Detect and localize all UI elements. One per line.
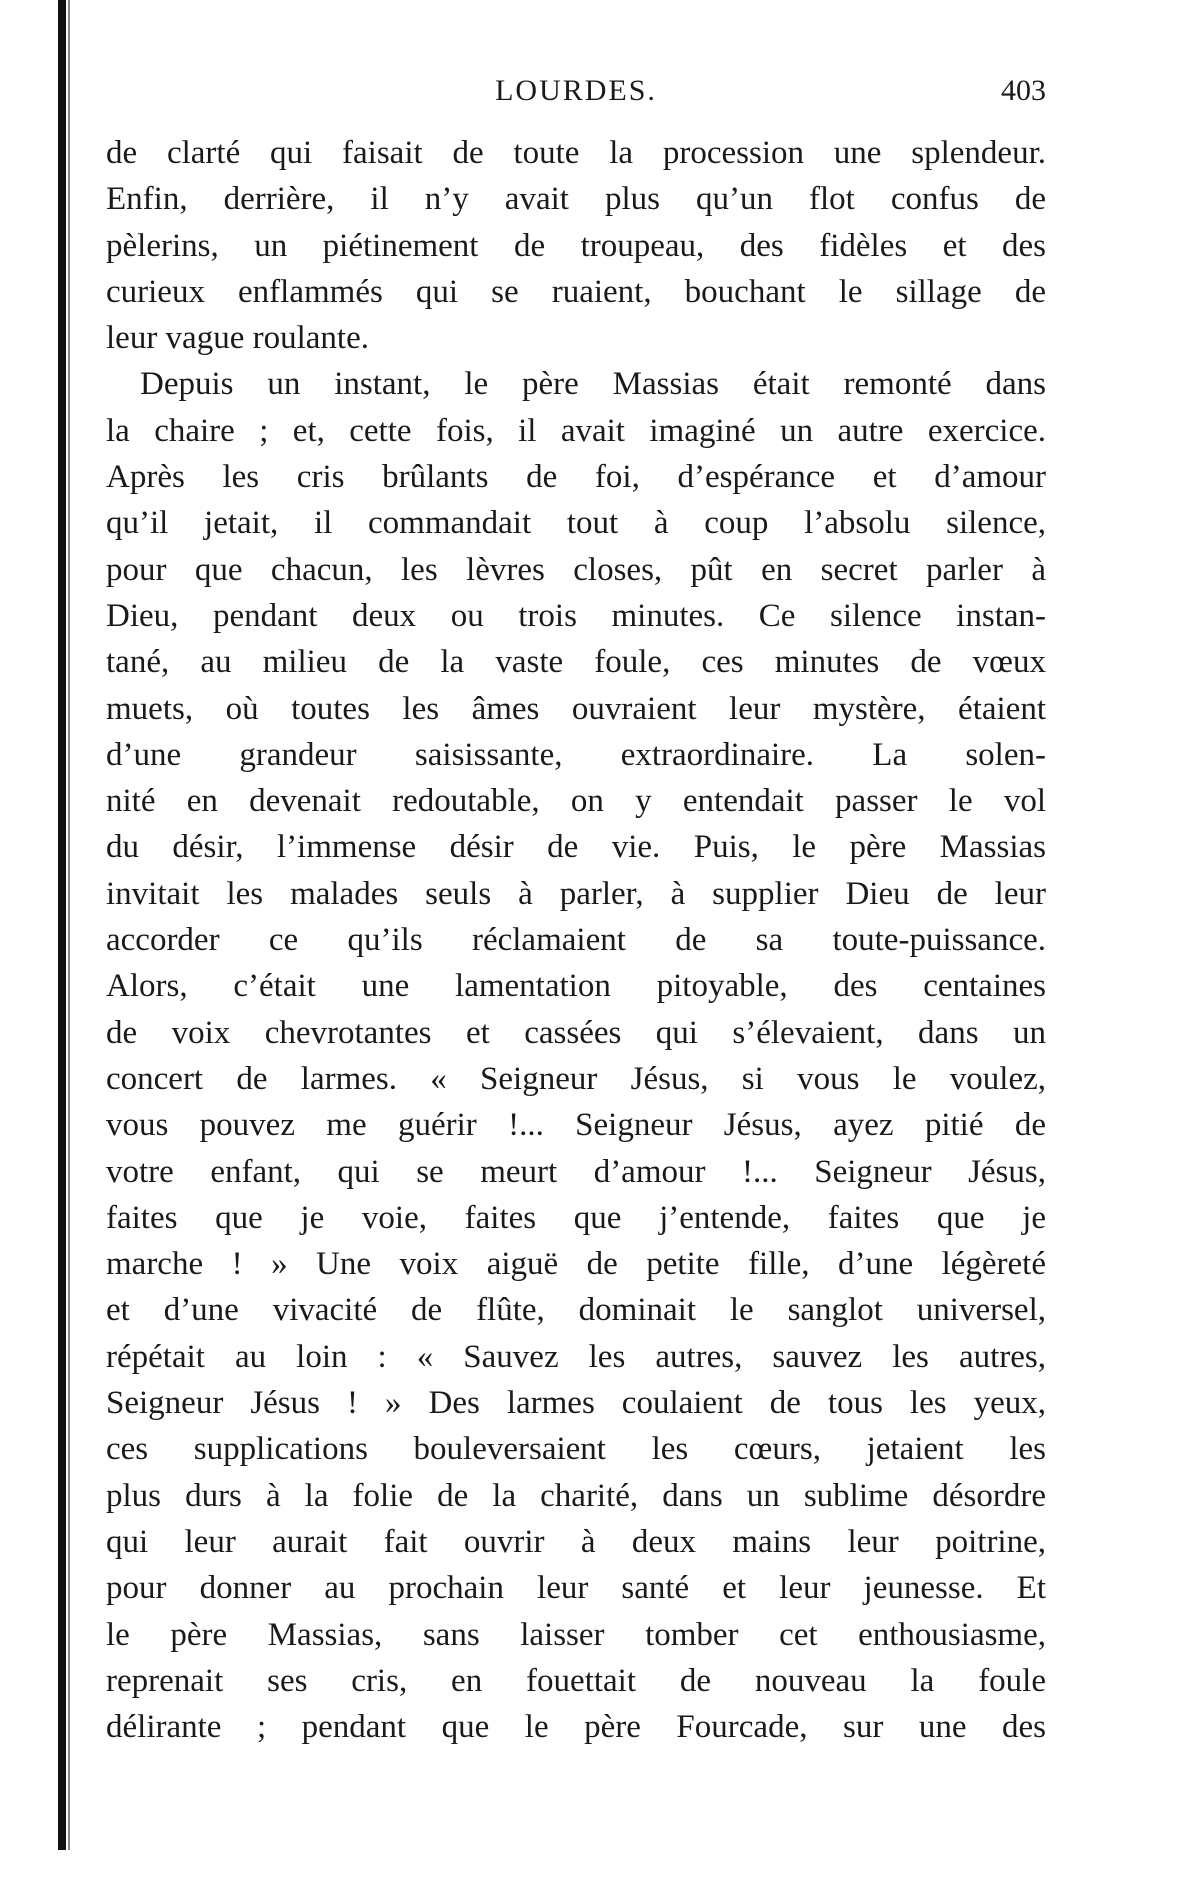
page-binding-edge [58, 0, 66, 1850]
text-line: concert de larmes. « Seigneur Jésus, si vous le voulez, [106, 1060, 1046, 1097]
text-line: Après les cris brûlants de foi, d’espérance et d’amour [106, 459, 1046, 496]
text-line: du désir, l’immense désir de vie. Puis, le père Massias [106, 829, 1046, 866]
text-line: pèlerins, un piétinement de troupeau, des fidèles et des [106, 227, 1046, 264]
text-line: vous pouvez me guérir !... Seigneur Jésus, ayez pitié de [106, 1107, 1046, 1144]
text-line: ces supplications bouleversaient les cœurs, jetaient les [106, 1431, 1046, 1468]
text-line: d’une grandeur saisissante, extraordinaire. La solen- [106, 736, 1046, 773]
text-line: Enfin, derrière, il n’y avait plus qu’un flot confus de [106, 181, 1046, 218]
body-text [106, 130, 1046, 1750]
text-line: répétait au loin : « Sauvez les autres, sauvez les autres, [106, 1338, 1046, 1375]
text-line: curieux enflammés qui se ruaient, bouchant le sillage de [106, 273, 1046, 310]
text-line: invitait les malades seuls à parler, à supplier Dieu de leur [106, 875, 1046, 912]
text-line: Dieu, pendant deux ou trois minutes. Ce silence instan- [106, 597, 1046, 634]
text-line: reprenait ses cris, en fouettait de nouveau la foule [106, 1662, 1046, 1699]
text-line: de clarté qui faisait de toute la procession une splendeur. [106, 135, 1046, 171]
text-line: pour donner au prochain leur santé et leur jeunesse. Et [106, 1570, 1046, 1607]
text-line: délirante ; pendant que le père Fourcade, sur une des [106, 1709, 1046, 1746]
text-line: qu’il jetait, il commandait tout à coup l’absolu silence, [106, 505, 1046, 542]
text-line: Depuis un instant, le père Massias était remonté dans [140, 366, 1046, 403]
text-line: Alors, c’était une lamentation pitoyable, des centaines [106, 968, 1046, 1005]
text-line: accorder ce qu’ils réclamaient de sa toute-puissance. [106, 922, 1046, 959]
text-line: pour que chacun, les lèvres closes, pût en secret parler à [106, 551, 1046, 588]
text-line: de voix chevrotantes et cassées qui s’élevaient, dans un [106, 1014, 1046, 1051]
page-header [106, 74, 1046, 114]
page-number: 403 [1001, 74, 1046, 107]
text-line: qui leur aurait fait ouvrir à deux mains leur poitrine, [106, 1523, 1046, 1560]
text-line: et d’une vivacité de flûte, dominait le sanglot universel, [106, 1292, 1046, 1329]
page-binding-shadow [68, 0, 70, 1850]
running-title: LOURDES. [495, 74, 657, 107]
text-line: plus durs à la folie de la charité, dans un sublime désordre [106, 1477, 1046, 1514]
text-line: votre enfant, qui se meurt d’amour !... Seigneur Jésus, [106, 1153, 1046, 1190]
text-line: nité en devenait redoutable, on y entendait passer le vol [106, 783, 1046, 820]
text-line: muets, où toutes les âmes ouvraient leur mystère, étaient [106, 690, 1046, 727]
text-line: Seigneur Jésus ! » Des larmes coulaient de tous les yeux, [106, 1385, 1046, 1422]
text-line: leur vague roulante. [106, 320, 369, 357]
text-line: faites que je voie, faites que j’entende, faites que je [106, 1199, 1046, 1236]
text-line: le père Massias, sans laisser tomber cet enthousiasme, [106, 1616, 1046, 1653]
text-line: marche ! » Une voix aiguë de petite fille, d’une légèreté [106, 1246, 1046, 1283]
text-line: la chaire ; et, cette fois, il avait imaginé un autre exercice. [106, 412, 1046, 449]
text-line: tané, au milieu de la vaste foule, ces minutes de vœux [106, 644, 1046, 681]
